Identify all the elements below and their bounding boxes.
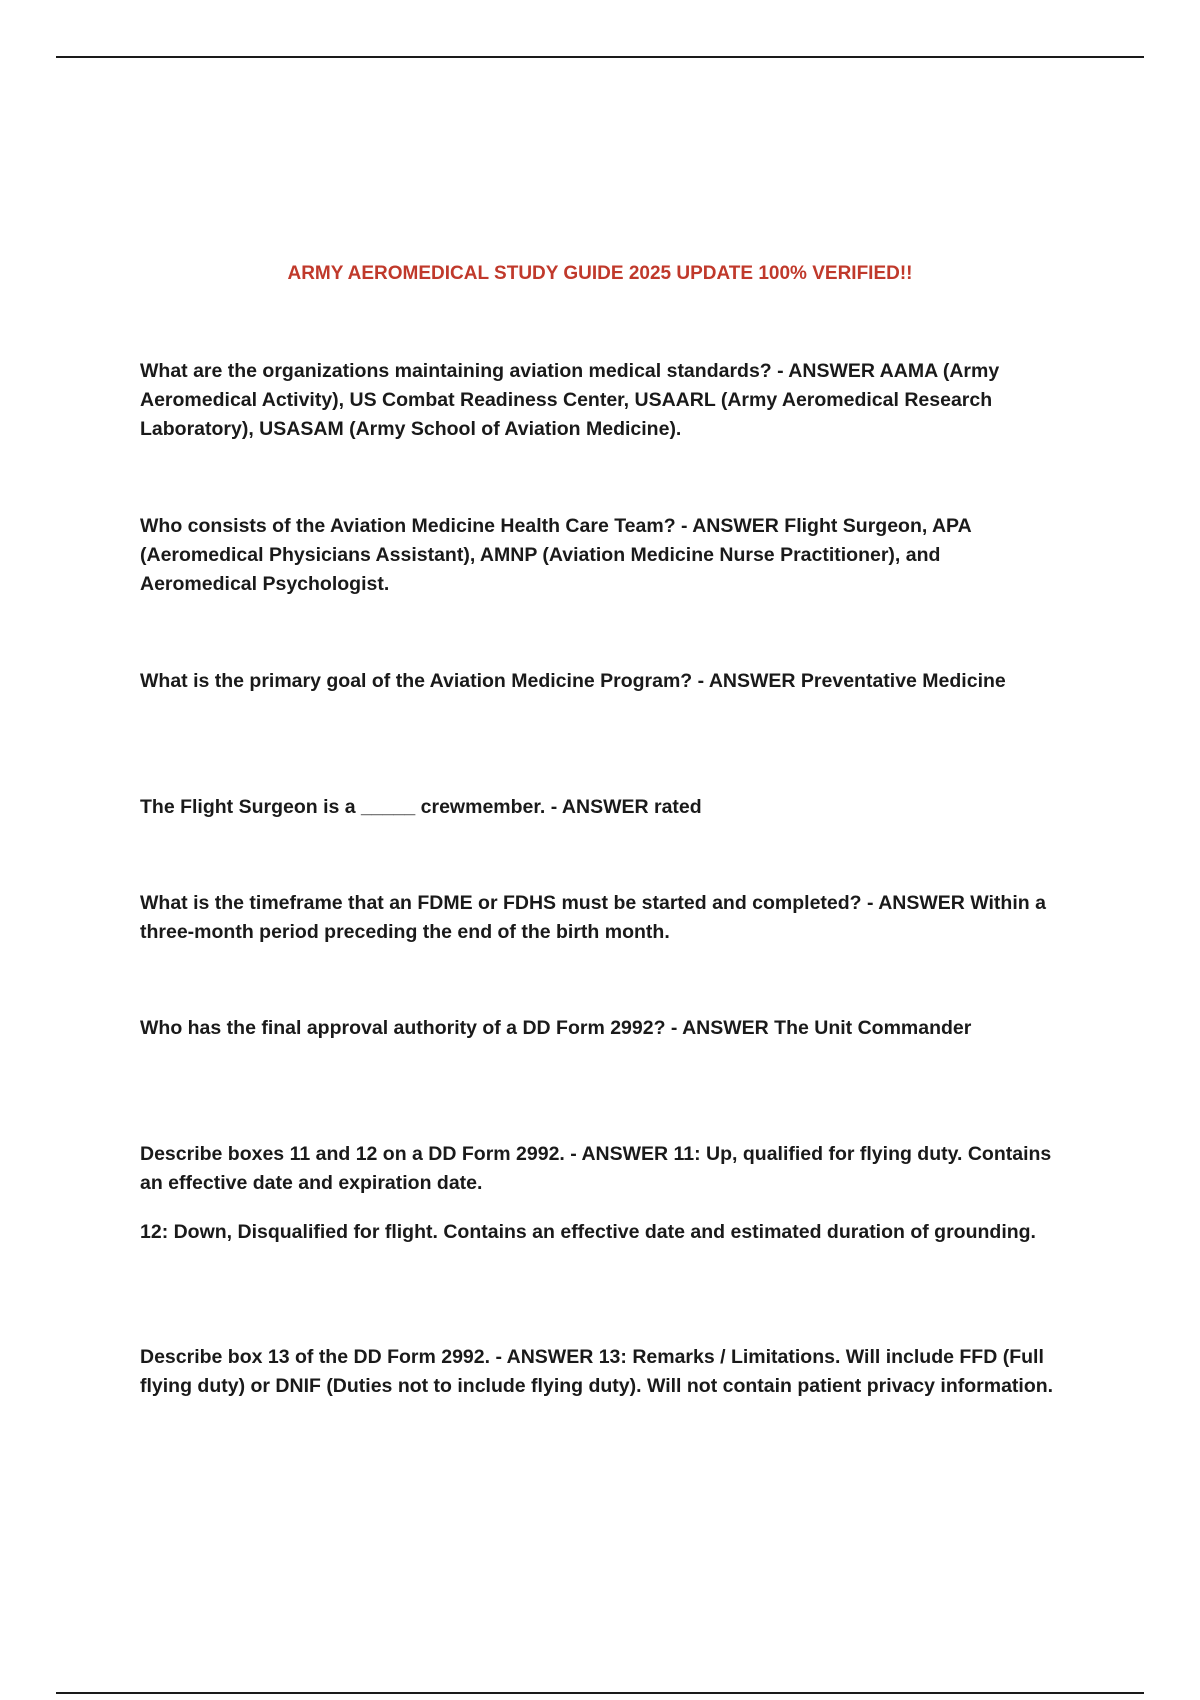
document-title: ARMY AEROMEDICAL STUDY GUIDE 2025 UPDATE 100% VERIFIED!! <box>287 263 913 284</box>
qa-entry-8: 12: Down, Disqualified for flight. Contains an effective date and estimated duration of grounding. <box>140 1221 1036 1243</box>
qa-entry-3: What is the primary goal of the Aviation Medicine Program? - ANSWER Preventative Medicine <box>140 670 1006 692</box>
qa-entry-7: Describe boxes 11 and 12 on a DD Form 2992. - ANSWER 11: Up, qualified for flying duty. Contains an effective date and expiration date. <box>140 1143 1052 1194</box>
qa-entry-9: Describe box 13 of the DD Form 2992. - ANSWER 13: Remarks / Limitations. Will include FFD (Full flying duty) or DNIF (Duties not to include flying duty). Will not contain patient privacy information. <box>140 1346 1054 1397</box>
qa-entry-6: Who has the final approval authority of a DD Form 2992? - ANSWER The Unit Commander <box>140 1017 972 1039</box>
qa-entry-4: The Flight Surgeon is a _____ crewmember. - ANSWER rated <box>140 796 702 818</box>
top-rule <box>56 56 1144 58</box>
qa-entry-5: What is the timeframe that an FDME or FDHS must be started and completed? - ANSWER Within a three-month period preceding the end of the birth month. <box>140 892 1046 943</box>
qa-entry-1: What are the organizations maintaining aviation medical standards? - ANSWER AAMA (Army Aeromedical Activity), US Combat Readiness Center, USAARL (Army Aeromedical Research Laboratory), USASAM (Army School of Aviation Medicine). <box>140 360 1000 440</box>
qa-entry-2: Who consists of the Aviation Medicine Health Care Team? - ANSWER Flight Surgeon, APA (Aeromedical Physicians Assistant), AMNP (Aviation Medicine Nurse Practitioner), and Aeromedical Psychologist. <box>140 515 971 595</box>
bottom-rule <box>56 1692 1144 1694</box>
